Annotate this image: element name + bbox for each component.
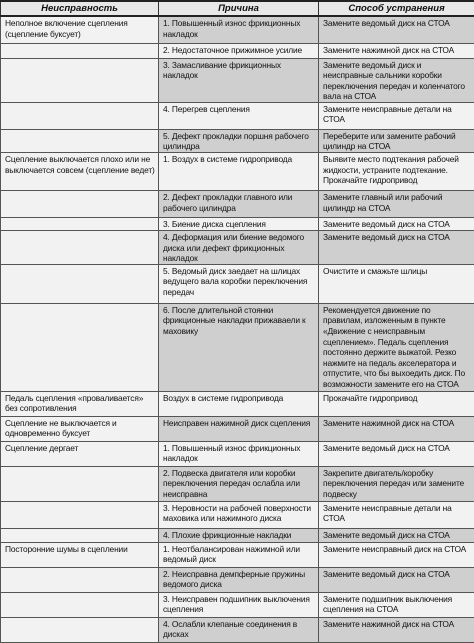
table-row — [1, 592, 474, 617]
fix-cell: Замените ведомый диск на СТОА — [319, 567, 474, 592]
cause-cell: 3. Замасливание фрикционных накладок — [159, 58, 319, 102]
cause-cell: 4. Перегрев сцепления — [159, 102, 319, 129]
cause-cell: 5. Ведомый диск заедает на шлицах ведущего вала коробки переключения передач — [159, 264, 319, 303]
header-row — [1, 1, 474, 16]
problem-cell: Сцепление дергает — [1, 441, 159, 466]
cause-cell: 4. Деформация или биение ведомого диска или дефект фрикционных накладок — [159, 231, 319, 265]
table-row — [1, 528, 474, 542]
header-cause: Причина — [159, 1, 319, 16]
problem-cell — [1, 129, 159, 152]
cause-cell: 6. После длительной стоянки фрикционные накладки прижаваели к маховику — [159, 303, 319, 391]
header-fix: Способ устранения — [319, 1, 474, 16]
problem-cell — [1, 231, 159, 265]
cause-cell: 4. Ослабли клепаные соединения в дисках — [159, 617, 319, 642]
fix-cell: Замените нажимной диск на СТОА — [319, 617, 474, 642]
problem-cell — [1, 43, 159, 58]
cause-cell: 1. Воздух в системе гидропривода — [159, 153, 319, 191]
table-row — [1, 617, 474, 642]
cause-cell: 5. Дефект прокладки поршня рабочего цилиндра — [159, 129, 319, 152]
problem-cell: Сцепление выключается плохо или не выключается совсем (сцепление ведет) — [1, 153, 159, 191]
table-row — [1, 102, 474, 129]
fix-cell: Прокачайте гидропривод — [319, 391, 474, 416]
table-row — [1, 501, 474, 528]
fix-cell: Очистите и смажьте шлицы — [319, 264, 474, 303]
fix-cell: Рекомендуется движение по правилам, изложенным в пункте «Движение с неисправным сцеплением». Педаль сцепления постоянно держите выжатой. Резко нажмите на педаль акселератора и отпустите, что бы выхоедить диск. По возможности замените его на СТОА — [319, 303, 474, 391]
table-row — [1, 391, 474, 416]
problem-cell — [1, 501, 159, 528]
table-row — [1, 416, 474, 441]
cause-cell: Неисправен нажимной диск сцепления — [159, 416, 319, 441]
fix-cell: Замените подшипник выключения сцепления на СТОА — [319, 592, 474, 617]
fix-cell: Замените неисправные детали на СТОА — [319, 102, 474, 129]
fix-cell: Выявите место подтекания рабочей жидкости, устраните подтекание. Прокачайте гидропривод — [319, 153, 474, 191]
cause-cell: 2. Подвеска двигателя или коробки переключения передач ослабла или неисправна — [159, 466, 319, 501]
cause-cell: 1. Неотбалансирован нажимной или ведомый диск — [159, 542, 319, 567]
table-row — [1, 303, 474, 391]
fix-cell: Замените ведомый диск на СТОА — [319, 218, 474, 231]
problem-cell — [1, 218, 159, 231]
problem-cell: Педаль сцепления «проваливается» без сопротивления — [1, 391, 159, 416]
cause-cell: 1. Повышенный износ фрикционных накладок — [159, 441, 319, 466]
table-row — [1, 43, 474, 58]
table-row — [1, 153, 474, 191]
problem-cell: Посторонние шумы в сцеплении — [1, 542, 159, 567]
problem-cell: Сцепление не выключается и одновременно буксует — [1, 416, 159, 441]
table-row — [1, 129, 474, 152]
problem-cell — [1, 592, 159, 617]
table-row — [1, 231, 474, 265]
cause-cell: 4. Плохие фрикционные накладки — [159, 528, 319, 542]
problem-cell — [1, 617, 159, 642]
fix-cell: Замените ведомый диск на СТОА — [319, 16, 474, 43]
problem-cell — [1, 58, 159, 102]
table-row — [1, 567, 474, 592]
fix-cell: Переберите или замените рабочий цилиндр на СТОА — [319, 129, 474, 152]
table-row — [1, 218, 474, 231]
fix-cell: Замените ведомый диск на СТОА — [319, 231, 474, 265]
cause-cell: 3. Биение диска сцепления — [159, 218, 319, 231]
problem-cell — [1, 466, 159, 501]
problem-cell — [1, 264, 159, 303]
cause-cell: Воздух в системе гидропривода — [159, 391, 319, 416]
cause-cell: 1. Повышенный износ фрикционных накладок — [159, 16, 319, 43]
problem-cell — [1, 528, 159, 542]
cause-cell: 3. Неровности на рабочей поверхности маховика или нажимного диска — [159, 501, 319, 528]
header-problem: Неисправность — [1, 1, 159, 16]
fix-cell: Замените главный или рабочий цилиндр на СТОА — [319, 191, 474, 218]
fix-cell: Замените ведомый диск на СТОА — [319, 528, 474, 542]
problem-cell — [1, 102, 159, 129]
fix-cell: Замените неисправный диск на СТОА — [319, 542, 474, 567]
fix-cell: Замените ведомый диск и неисправные сальники коробки переключения передач и коленчатого вала на СТОА — [319, 58, 474, 102]
cause-cell: 3. Неисправен подшипник выключения сцепления — [159, 592, 319, 617]
fix-cell: Замените нажимной диск на СТОА — [319, 416, 474, 441]
problem-cell — [1, 191, 159, 218]
fix-cell: Замените ведомый диск на СТОА — [319, 441, 474, 466]
cause-cell: 2. Неисправна демпферные пружины ведомого диска — [159, 567, 319, 592]
problem-cell — [1, 567, 159, 592]
table-row — [1, 58, 474, 102]
cause-cell: 2. Недостаточное прижимное усилие — [159, 43, 319, 58]
cause-cell: 2. Дефект прокладки главного или рабочего цилиндра — [159, 191, 319, 218]
problem-cell — [1, 303, 159, 391]
table-row — [1, 441, 474, 466]
table-row — [1, 466, 474, 501]
table-row — [1, 264, 474, 303]
problem-cell: Неполное включение сцепления (сцепление буксует) — [1, 16, 159, 43]
table-row — [1, 191, 474, 218]
table-row — [1, 542, 474, 567]
fix-cell: Замените нажимной диск на СТОА — [319, 43, 474, 58]
fix-cell: Замените неисправные детали на СТОА — [319, 501, 474, 528]
fix-cell: Закрепите двигатель/коробку переключения передач или замените подвеску — [319, 466, 474, 501]
table-row — [1, 16, 474, 43]
